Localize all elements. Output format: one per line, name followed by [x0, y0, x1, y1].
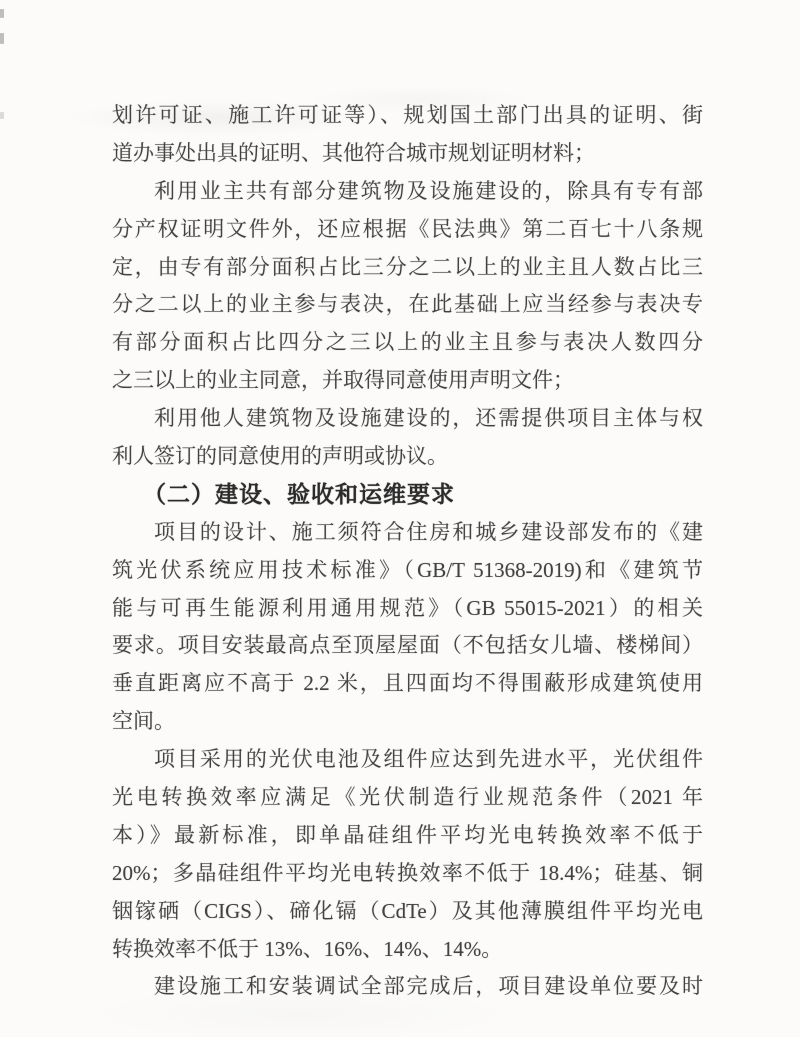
document-body [112, 97, 703, 1006]
text-line: 分之二以上的业主参与表决，在此基础上应当经参与表决专 [112, 292, 703, 317]
text-line: 铟镓硒（CIGS）、碲化镉（CdTe）及其他薄膜组件平均光电 [112, 898, 703, 923]
text-line: 垂直距离应不高于 2.2 米，且四面均不得围蔽形成建筑使用 [112, 671, 703, 696]
text-line: 之三以上的业主同意，并取得同意使用声明文件； [112, 368, 574, 393]
text-line: 能与可再生能源利用通用规范》（GB 55015-2021）的相关 [112, 595, 703, 620]
text-line: 利人签订的同意使用的声明或协议。 [112, 444, 448, 469]
text-line: 定，由专有部分面积占比三分之二以上的业主且人数占比三 [112, 254, 703, 279]
text-line: 利用他人建筑物及设施建设的，还需提供项目主体与权 [154, 406, 703, 431]
text-line: 要求。项目安装最高点至顶屋屋面（不包括女儿墙、楼梯间） [112, 633, 703, 658]
text-line: 道办事处出具的证明、其他符合城市规划证明材料； [112, 140, 595, 165]
text-line: 光电转换效率应满足《光伏制造行业规范条件（2021 年 [112, 785, 703, 810]
scan-artifact [0, 112, 4, 119]
text-line: 20%；多晶硅组件平均光电转换效率不低于 18.4%；硅基、铜 [112, 860, 703, 885]
text-line: 空间。 [112, 709, 175, 734]
text-line: 划许可证、施工许可证等）、规划国土部门出具的证明、街 [112, 103, 703, 127]
section-heading: （二）建设、验收和运维要求 [143, 481, 456, 507]
scan-artifact [0, 9, 4, 18]
scan-artifact [0, 33, 4, 44]
text-line: 建设施工和安装调试全部完成后，项目建设单位要及时 [154, 974, 703, 999]
text-line: 本）》最新标准，即单晶硅组件平均光电转换效率不低于 [112, 822, 703, 847]
text-line: 分产权证明文件外，还应根据《民法典》第二百七十八条规 [112, 216, 703, 241]
text-line: 筑光伏系统应用技术标准》（GB/T 51368-2019)和《建筑节 [112, 557, 703, 582]
text-line: 项目的设计、施工须符合住房和城乡建设部发布的《建 [154, 519, 703, 544]
text-line: 利用业主共有部分建筑物及设施建设的，除具有专有部 [154, 178, 703, 203]
text-line: 项目采用的光伏电池及组件应达到先进水平，光伏组件 [154, 747, 703, 772]
text-line: 有部分面积占比四分之三以上的业主且参与表决人数四分 [112, 330, 703, 355]
text-line: 转换效率不低于 13%、16%、14%、14%。 [112, 936, 503, 961]
